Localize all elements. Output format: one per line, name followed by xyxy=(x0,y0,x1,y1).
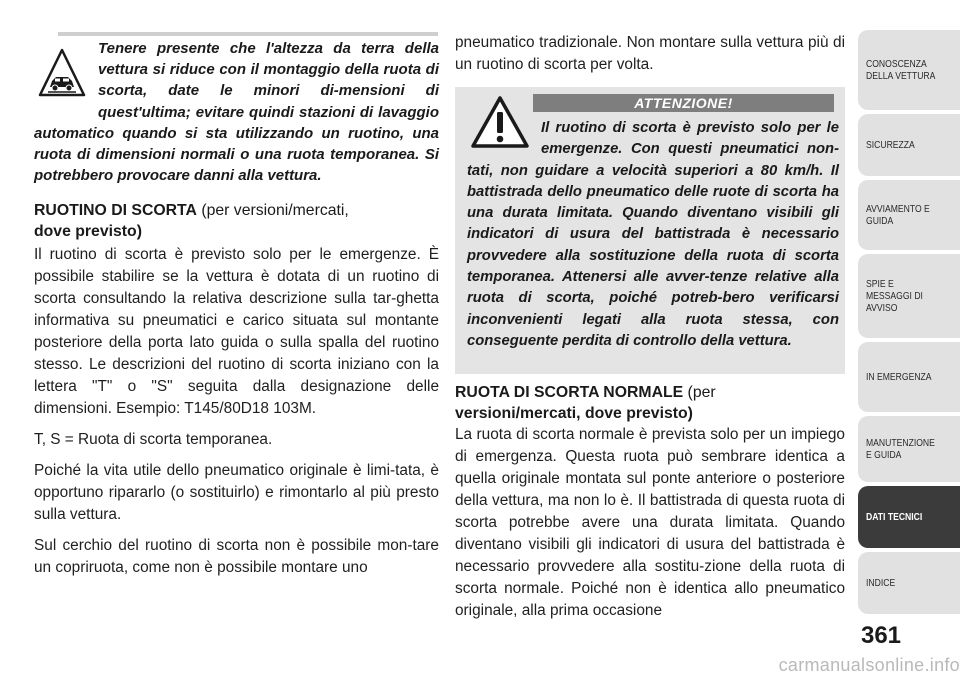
tab-sicurezza[interactable] xyxy=(858,114,960,176)
normal-spare-heading xyxy=(455,382,845,424)
warning-top-rule xyxy=(58,32,438,36)
car-height-warning-text: Tenere presente che l'altezza da terra della vettura si riduce con il montaggio della ruota di scorta, date le minori di-mensioni di quest'ultima; evitare quindi stazioni di lavaggio automatico quando si sta utilizzando un ruotino, una ruota di dimensioni normali o una ruota temporanea. Si potrebbero provocare danni alla vettura. xyxy=(34,40,439,185)
tab-label: SPIE E MESSAGGI DI AVVISO xyxy=(866,278,923,314)
ruotino-paragraph-1: Il ruotino di scorta è previsto solo per le emergenze. È possibile stabilire se la vettura è dotata di un ruotino di scorta consultando la relativa descrizione sulla tar-ghetta informativa su pneumatici e carico situata sul montante posteriore della porta lato guida o sulla spalla del ruotino stesso. Le descrizioni del ruotino di scorta iniziano con la lettera "T" o "S" seguita dalla designazione delle dimensioni. Esempio: T145/80D18 103M. xyxy=(34,246,439,418)
attention-body: Il ruotino di scorta è previsto solo per le emergenze. Con questi pneumatici non-tati, non guidare a velocità superiori a 80 km/h. Il battistrada dello pneumatico delle ruote di scorta ha una durata limitata. Quando diventano visibili gli indicatori di usura del battistrada è necessario provvedere alla sostituzione della ruota di scorta temporanea. Attenersi alle avver-tenze relative alla ruota di scorta, poiché potreb-bero verificarsi inconvenienti legati alla ruota stessa, con conseguente perdita di controllo della vettura. xyxy=(467,120,839,349)
ruotino-paragraph-2: T, S = Ruota di scorta temporanea. xyxy=(34,431,273,449)
tab-spie-messaggi[interactable] xyxy=(858,254,960,338)
normal-spare-section xyxy=(455,382,845,631)
attention-box xyxy=(455,87,845,374)
tab-label: AVVIAMENTO E GUIDA xyxy=(866,203,930,227)
ruotino-heading xyxy=(34,200,439,242)
right-intro-text: pneumatico tradizionale. Non montare sulla vettura più di un ruotino di scorta per volta. xyxy=(455,34,845,73)
tab-dati-tecnici[interactable] xyxy=(858,486,960,548)
tab-label: MANUTENZIONE E GUIDA xyxy=(866,437,935,461)
normal-spare-paragraph: La ruota di scorta normale è prevista solo per un impiego di emergenza. Questa ruota può sembrare identica a quella originale montata sul ponte anteriore o posteriore della vettura, ma non lo è. Il battistrada di questa ruota di scorta potrebbe avere una durata limitata. Quando diventano visibili gli indicatori di usura del battistrada è necessario provvedere alla sostitu-zione della ruota di scorta normale. Poiché non è identica allo pneumatico originale, alla prima occasione xyxy=(455,426,845,619)
exclamation-triangle-icon xyxy=(467,94,533,160)
normal-spare-heading-bold: RUOTA DI SCORTA NORMALE xyxy=(455,384,684,401)
ruotino-heading-line2: dove previsto) xyxy=(34,223,142,241)
car-height-warning-icon xyxy=(34,42,90,104)
ruotino-paragraph-3: Poiché la vita utile dello pneumatico originale è limi-tata, è opportuno ripararlo (o sostituirlo) e rimontarlo al più presto sulla vettura. xyxy=(34,462,439,524)
normal-spare-heading-line2: versioni/mercati, dove previsto) xyxy=(455,405,693,422)
page-number: 361 xyxy=(860,622,902,649)
right-column xyxy=(455,0,845,85)
left-column xyxy=(34,0,439,588)
tab-avviamento-guida[interactable] xyxy=(858,180,960,250)
car-height-warning xyxy=(34,38,439,186)
attention-text xyxy=(467,118,839,352)
tab-label: DATI TECNICI xyxy=(866,511,923,523)
tab-manutenzione[interactable] xyxy=(858,416,960,482)
tab-in-emergenza[interactable] xyxy=(858,342,960,412)
tab-label: INDICE xyxy=(866,577,896,589)
watermark-text: carmanualsonline.info xyxy=(778,655,960,675)
normal-spare-heading-light: (per xyxy=(683,384,716,401)
ruotino-paragraph-4: Sul cerchio del ruotino di scorta non è possibile mon-tare un copriruota, come non è possibile montare uno xyxy=(34,537,439,577)
tab-label: IN EMERGENZA xyxy=(866,371,932,383)
attention-label: ATTENZIONE! xyxy=(533,94,834,112)
ruotino-heading-bold: RUOTINO DI SCORTA xyxy=(34,202,197,220)
tab-label: CONOSCENZA DELLA VETTURA xyxy=(866,58,936,82)
ruotino-section xyxy=(34,200,439,579)
tab-indice[interactable] xyxy=(858,552,960,614)
ruotino-heading-light: (per versioni/mercati, xyxy=(196,202,349,220)
tab-label: SICUREZZA xyxy=(866,139,915,151)
tab-conoscenza-vettura[interactable] xyxy=(858,30,960,110)
